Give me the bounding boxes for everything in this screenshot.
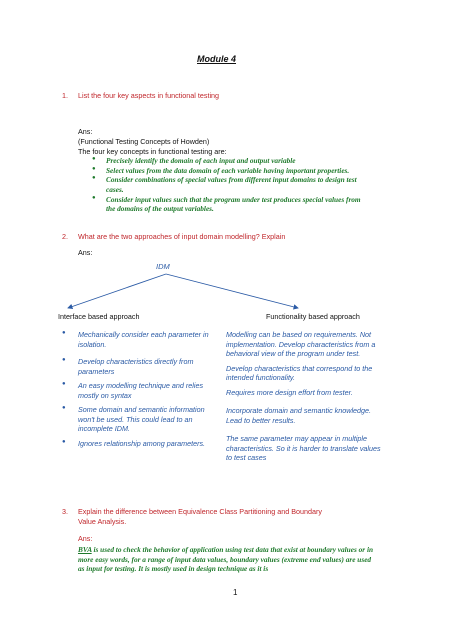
functionality-approach-list bbox=[226, 330, 386, 468]
question-text: What are the two approaches of input domain modelling? Explain bbox=[78, 232, 286, 241]
question-3 bbox=[62, 507, 322, 517]
answer-label: Ans: bbox=[78, 127, 93, 136]
bullet-icon: ● bbox=[62, 330, 66, 336]
bva-term: BVA bbox=[78, 545, 92, 554]
left-approach-heading: Interface based approach bbox=[58, 312, 140, 321]
bullet-icon: ● bbox=[62, 438, 66, 445]
answer-source: (Functional Testing Concepts of Howden) bbox=[78, 137, 210, 146]
list-item: ● Develop characteristics directly from parameters bbox=[62, 357, 194, 376]
page-number: 1 bbox=[233, 588, 238, 597]
question-text-line1: Explain the difference between Equivalence Class Partitioning and Boundary bbox=[78, 507, 322, 516]
answer-intro: The four key concepts in functional testing are: bbox=[78, 147, 227, 156]
list-item: ● Consider input values such that the program under test produces special values from the domains of the output variables. bbox=[92, 195, 362, 214]
page-title: Module 4 bbox=[197, 54, 237, 64]
interface-approach-list bbox=[62, 330, 222, 453]
list-item: Requires more design effort from tester. bbox=[226, 387, 353, 397]
list-item: Incorporate domain and semantic knowledge. Lead to better results. bbox=[226, 406, 372, 425]
arrow-left bbox=[68, 274, 166, 308]
list-item: ● Consider combinations of special values from different input domains to design test cases. bbox=[92, 175, 362, 194]
list-item: ● Ignores relationship among parameters. bbox=[62, 438, 206, 448]
list-item: ● Precisely identify the domain of each input and output variable bbox=[92, 156, 362, 166]
answer-text: BVA is used to check the behavior of application using test data that exist at boundary values or in more easy words, for a range of input data values, boundary values (extreme end values) are used as input for testing. It is mostly used in design technique as it is bbox=[78, 545, 374, 574]
list-item: The same parameter may appear in multiple characteristics. So it is harder to translate values to test cases bbox=[226, 434, 381, 462]
list-item: ● Some domain and semantic information won't be used. This could lead to an incomplete IDM. bbox=[62, 405, 205, 433]
question-text: List the four key aspects in functional testing bbox=[78, 91, 220, 100]
question-number: 1. bbox=[62, 91, 68, 100]
right-approach-heading: Functionality based approach bbox=[266, 312, 360, 321]
question-text-line2: Value Analysis. bbox=[78, 517, 127, 526]
question-number: 3. bbox=[62, 507, 68, 516]
list-item: ● An easy modelling technique and relies mostly on syntax bbox=[62, 381, 204, 400]
idm-root-label: IDM bbox=[156, 262, 170, 271]
arrow-right bbox=[166, 274, 298, 308]
bullet-icon: ● bbox=[62, 357, 66, 363]
bullet-icon: ● bbox=[62, 381, 66, 387]
list-item: Develop characteristics that correspond to the intended functionality. bbox=[226, 363, 373, 382]
bullet-icon: ● bbox=[62, 405, 66, 411]
question-number: 2. bbox=[62, 232, 68, 241]
answer-label: Ans: bbox=[78, 534, 93, 543]
list-item: Modelling can be based on requirements. Not implementation. Develop characteristics from a behavioral view of the program under test. bbox=[226, 330, 376, 358]
answer-label: Ans: bbox=[78, 248, 93, 257]
list-item: ● Mechanically consider each parameter in isolation. bbox=[62, 330, 209, 349]
list-item: ● Select values from the data domain of each variable having important properties. bbox=[92, 166, 362, 176]
